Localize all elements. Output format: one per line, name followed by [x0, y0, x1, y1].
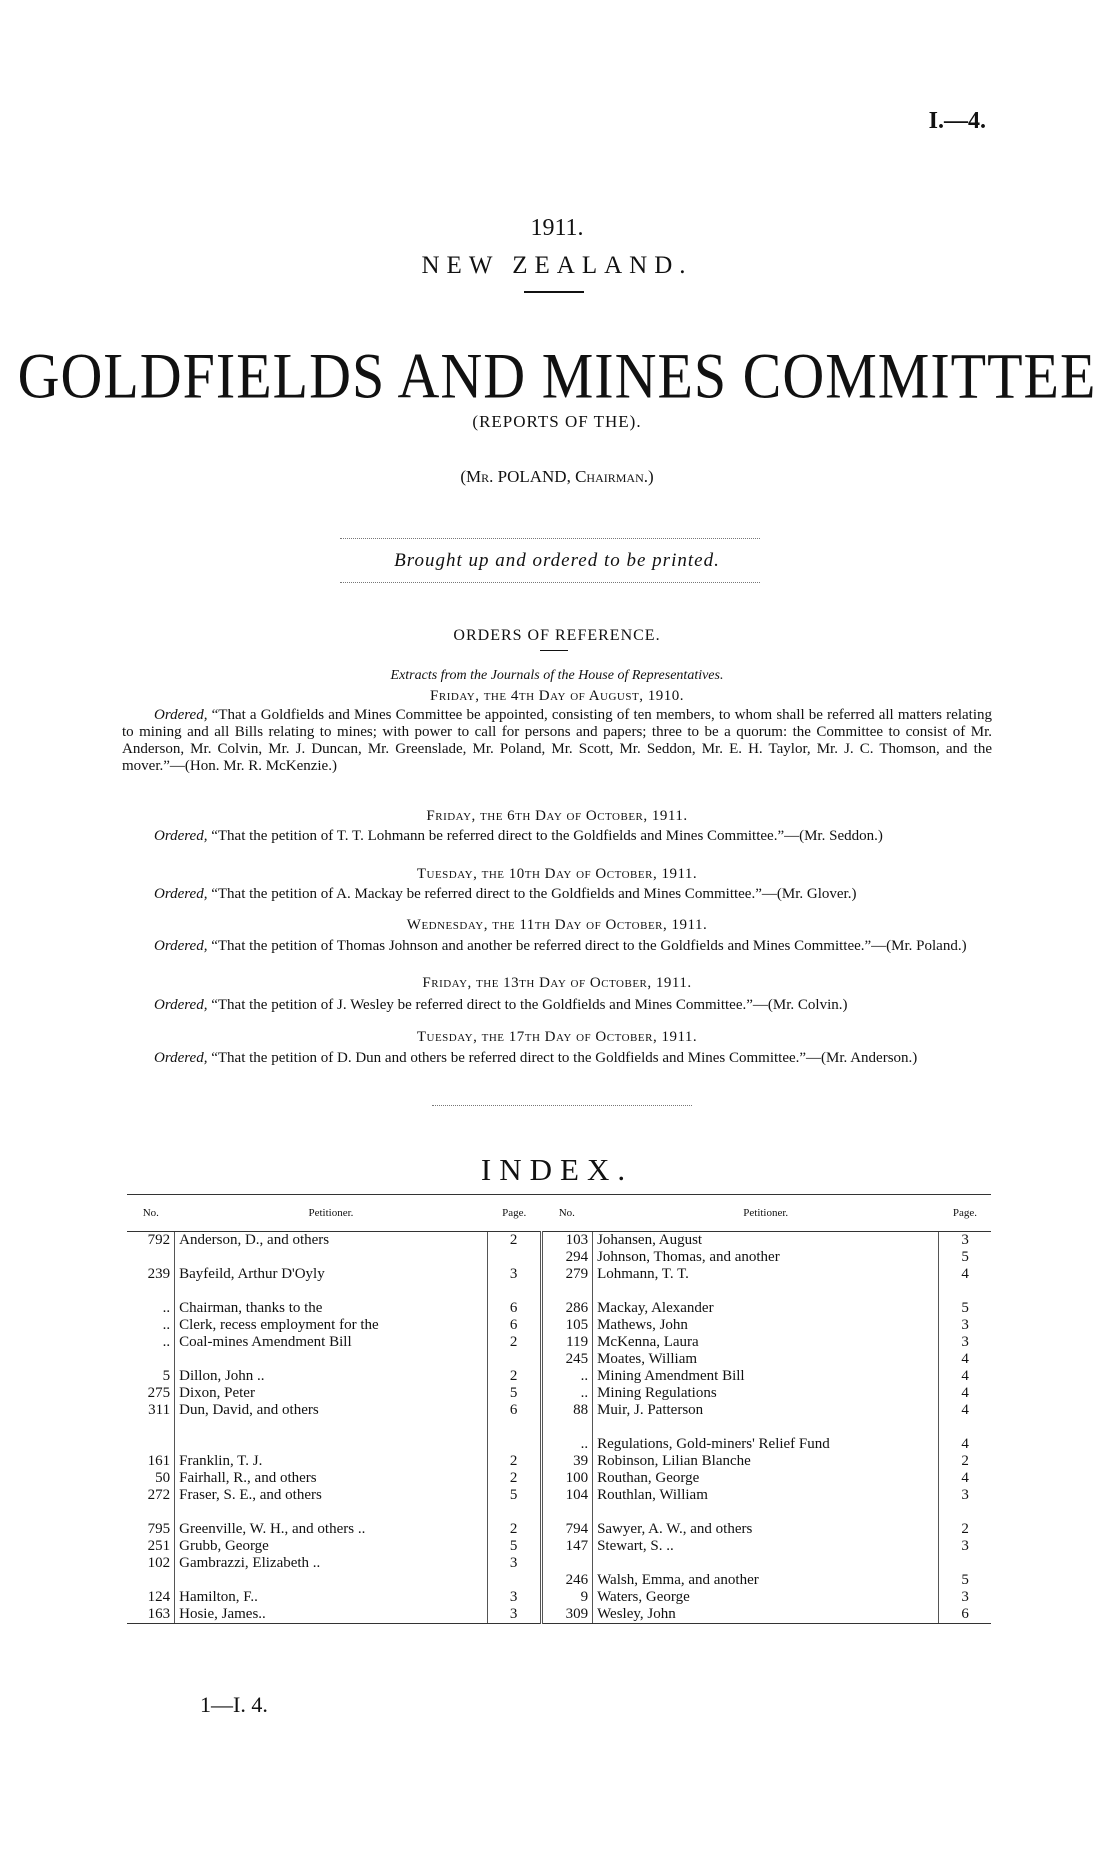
page-number: 6: [487, 1317, 541, 1334]
petitioner-name: Clerk, recess employment for the: [179, 1317, 379, 1333]
index-title: INDEX.: [480, 1152, 634, 1187]
petitioner-name: Sawyer, A. W., and others: [593, 1521, 939, 1538]
page-number: [487, 1283, 541, 1300]
order-label: Ordered,: [154, 938, 208, 954]
petitioner-name: Johnson, Thomas, and another: [593, 1249, 939, 1266]
petition-number: ..: [580, 1436, 589, 1452]
table-row: [127, 1521, 991, 1538]
petition-number: 311: [127, 1402, 175, 1419]
petitioner-name: Routhlan, William: [593, 1487, 939, 1504]
page-number: 6: [487, 1300, 541, 1317]
petitioner-name: Lohmann, T. T.: [593, 1266, 939, 1283]
table-row: [127, 1419, 991, 1436]
table-row: [127, 1351, 991, 1368]
petition-number: 239: [127, 1266, 175, 1283]
petition-number: [127, 1249, 175, 1266]
petitioner-name: [175, 1283, 488, 1300]
order-text: “That the petition of T. T. Lohmann be referred direct to the Goldfields and Mines Committee.”—(Mr. Seddon.): [207, 828, 883, 844]
petitioner-name: Dillon, John ..: [179, 1368, 265, 1384]
petitioner-name: Wesley, John: [593, 1606, 939, 1624]
order-text: “That the petition of J. Wesley be referred direct to the Goldfields and Mines Committee.”—(Mr. Colvin.): [207, 997, 848, 1013]
petition-number: 272: [127, 1487, 175, 1504]
petitioner-name: Muir, J. Patterson: [593, 1402, 939, 1419]
petitioner-name: Mining Regulations: [593, 1385, 939, 1402]
petition-number: 147: [565, 1538, 589, 1554]
page-number: 6: [487, 1402, 541, 1419]
petition-number: 102: [127, 1555, 175, 1572]
order-text: “That the petition of Thomas Johnson and another be referred direct to the Goldfields and Mines Committee.”—(Mr. Poland.): [207, 938, 967, 954]
table-row: [127, 1402, 991, 1419]
petitioner-name: Robinson, Lilian Blanche: [593, 1453, 939, 1470]
order-text: “That the petition of D. Dun and others be referred direct to the Goldfields and Mines Committee.”—(Mr. Anderson.): [207, 1050, 918, 1066]
petitioner-name: [175, 1504, 488, 1521]
entry-date: Friday, the 6th Day of October, 1911.: [426, 808, 688, 824]
petitioner-name: [593, 1283, 939, 1300]
petitioner-name: Bayfeild, Arthur D'Oyly: [179, 1266, 325, 1282]
petition-number: 124: [127, 1589, 175, 1606]
petitioner-name: [175, 1351, 488, 1368]
page-number: 3: [939, 1334, 991, 1351]
index-table: [127, 1194, 991, 1624]
petition-number: 161: [127, 1453, 175, 1470]
table-row: [127, 1470, 991, 1487]
petitioner-name: Greenville, W. H., and others ..: [179, 1521, 366, 1537]
divider: [340, 538, 760, 539]
page-number: 2: [939, 1453, 991, 1470]
page-number: 2: [487, 1470, 541, 1487]
page-number: 2: [487, 1368, 541, 1385]
page-number: 3: [487, 1589, 541, 1606]
page-number: 5: [939, 1572, 991, 1589]
page-number: [939, 1283, 991, 1300]
petitioner-name: Hosie, James..: [175, 1606, 488, 1624]
page-number: 2: [487, 1232, 541, 1250]
document-reference: I.—4.: [928, 108, 986, 134]
orders-heading: ORDERS OF REFERENCE.: [453, 627, 661, 644]
petition-number: 39: [573, 1453, 589, 1469]
country: NEW ZEALAND.: [421, 252, 693, 279]
petitioner-name: Stewart, S. ..: [593, 1538, 939, 1555]
petition-number: 794: [565, 1521, 589, 1537]
petition-number: 251: [127, 1538, 175, 1555]
order-text: “That a Goldfields and Mines Committee be appointed, consisting of ten members, to whom shall be referred all matters relating to mining and all Bills relating to mines; with power to call for persons and papers; three to be a quorum: the Committee to consist of Mr. Anderson, Mr. Colvin, Mr. J. Duncan, Mr. Greenslade, Mr. Poland, Mr. Scott, Mr. Seddon, Mr. E. H. Taylor, Mr. J. C. Thomson, and the mover.”—(Hon. Mr. R. McKenzie.): [122, 707, 992, 774]
petition-number: 9: [580, 1589, 589, 1605]
petition-number: 119: [566, 1334, 589, 1350]
col-header-page: Page.: [487, 1195, 541, 1232]
order-entry: [122, 828, 992, 845]
petitioner-name: Grubb, George: [179, 1538, 269, 1554]
page-number: 4: [939, 1385, 991, 1402]
divider: [432, 1105, 692, 1106]
petition-number: 286: [565, 1300, 589, 1316]
order-label: Ordered,: [154, 997, 208, 1013]
page-number: 6: [939, 1606, 991, 1624]
petition-number: 88: [573, 1402, 589, 1418]
page-number: [939, 1419, 991, 1436]
petition-number: ..: [127, 1317, 175, 1334]
petitioner-name: Dun, David, and others: [179, 1402, 319, 1418]
chairman-line: (Mr. POLAND, Chairman.): [460, 467, 654, 486]
col-header-petitioner: Petitioner.: [175, 1195, 488, 1232]
page-number: 2: [487, 1334, 541, 1351]
petitioner-name: Walsh, Emma, and another: [593, 1572, 939, 1589]
petition-number: [127, 1436, 175, 1453]
entry-date: Wednesday, the 11th Day of October, 1911.: [406, 917, 708, 933]
page-number: 4: [939, 1368, 991, 1385]
order-entry: [122, 707, 992, 775]
petition-number: 5: [127, 1368, 175, 1385]
petition-number: ..: [580, 1385, 589, 1401]
table-row: [127, 1572, 991, 1589]
petition-number: 100: [565, 1470, 589, 1486]
page-number: 3: [939, 1232, 991, 1250]
petitioner-name: Dixon, Peter: [179, 1385, 255, 1401]
table-row: [127, 1555, 991, 1572]
order-entry: [122, 1050, 992, 1067]
page-number: 5: [939, 1300, 991, 1317]
petitioner-name: Moates, William: [593, 1351, 939, 1368]
table-row: [127, 1538, 991, 1555]
page-number: 5: [487, 1538, 541, 1555]
petition-number: [127, 1504, 175, 1521]
petition-number: 279: [565, 1266, 589, 1282]
petition-number: 309: [541, 1606, 593, 1624]
petition-number: ..: [127, 1334, 175, 1351]
order-label: Ordered,: [154, 1050, 208, 1066]
entry-date: Friday, the 13th Day of October, 1911.: [422, 975, 692, 991]
table-row: [127, 1232, 991, 1250]
petitioner-name: [175, 1419, 488, 1436]
petition-number: 103: [565, 1232, 589, 1248]
page-number: [939, 1504, 991, 1521]
table-row: [127, 1300, 991, 1317]
page-number: 5: [487, 1385, 541, 1402]
petition-number: 294: [565, 1249, 589, 1265]
page-number: 2: [939, 1521, 991, 1538]
petitioner-name: Regulations, Gold-miners' Relief Fund: [593, 1436, 939, 1453]
page-number: 5: [487, 1487, 541, 1504]
col-header-page: Page.: [939, 1195, 991, 1232]
petition-number: [541, 1504, 593, 1521]
petition-number: 246: [565, 1572, 589, 1588]
page-number: [487, 1419, 541, 1436]
page-number: [487, 1436, 541, 1453]
petition-number: ..: [127, 1300, 175, 1317]
petitioner-name: [175, 1572, 488, 1589]
petitioner-name: Fairhall, R., and others: [179, 1470, 317, 1486]
petition-number: [541, 1419, 593, 1436]
petitioner-name: [593, 1419, 939, 1436]
order-label: Ordered,: [154, 707, 208, 723]
col-header-no: No.: [541, 1195, 593, 1232]
page-number: 4: [939, 1402, 991, 1419]
petitioner-name: Gambrazzi, Elizabeth ..: [179, 1555, 321, 1571]
table-row: [127, 1487, 991, 1504]
petition-number: [127, 1572, 175, 1589]
col-header-petitioner: Petitioner.: [593, 1195, 939, 1232]
petitioner-name: Hamilton, F..: [179, 1589, 258, 1605]
petition-number: 795: [127, 1521, 175, 1538]
petition-number: [127, 1419, 175, 1436]
petitioner-name: Mining Amendment Bill: [593, 1368, 939, 1385]
page-number: 4: [939, 1470, 991, 1487]
page-number: [487, 1504, 541, 1521]
order-label: Ordered,: [154, 828, 208, 844]
petitioner-name: Franklin, T. J.: [179, 1453, 263, 1469]
petitioner-name: Mathews, John: [593, 1317, 939, 1334]
petition-number: 275: [127, 1385, 175, 1402]
table-row: [127, 1266, 991, 1283]
page-number: 4: [939, 1436, 991, 1453]
page-number: [487, 1249, 541, 1266]
petitioner-name: Chairman, thanks to the: [179, 1300, 323, 1316]
page-number: 3: [939, 1589, 991, 1606]
petition-number: 245: [565, 1351, 589, 1367]
petition-number: 105: [565, 1317, 589, 1333]
col-header-no: No.: [127, 1195, 175, 1232]
brought-up-line: Brought up and ordered to be printed.: [394, 550, 720, 571]
petitioner-name: Waters, George: [593, 1589, 939, 1606]
page-number: [487, 1572, 541, 1589]
petition-number: 104: [565, 1487, 589, 1503]
petition-number: 163: [127, 1606, 175, 1624]
page-footer: 1—I. 4.: [200, 1692, 268, 1717]
petitioner-name: Routhan, George: [593, 1470, 939, 1487]
petition-number: [541, 1555, 593, 1572]
order-text: “That the petition of A. Mackay be referred direct to the Goldfields and Mines Committee.”—(Mr. Glover.): [207, 886, 857, 902]
table-row: [127, 1317, 991, 1334]
page-title: GOLDFIELDS AND MINES COMMITTEE: [17, 339, 1097, 412]
petition-number: [127, 1283, 175, 1300]
page-number: 3: [487, 1266, 541, 1283]
table-row: [127, 1334, 991, 1351]
page-number: 4: [939, 1351, 991, 1368]
table-row: [127, 1249, 991, 1266]
page-number: [487, 1351, 541, 1368]
petitioner-name: [175, 1249, 488, 1266]
table-row: [127, 1453, 991, 1470]
entry-date: Friday, the 4th Day of August, 1910.: [430, 688, 684, 704]
petitioner-name: Coal-mines Amendment Bill: [179, 1334, 352, 1350]
page-number: [939, 1555, 991, 1572]
petition-number: 50: [127, 1470, 175, 1487]
table-row: [127, 1589, 991, 1606]
year: 1911.: [530, 215, 584, 241]
page-number: 3: [487, 1555, 541, 1572]
table-row: [127, 1606, 991, 1624]
page-number: 3: [939, 1487, 991, 1504]
petitioner-name: [593, 1555, 939, 1572]
petitioner-name: McKenna, Laura: [593, 1334, 939, 1351]
page-number: 2: [487, 1453, 541, 1470]
page-number: 3: [487, 1606, 541, 1624]
petitioner-name: Johansen, August: [593, 1232, 939, 1250]
table-row: [127, 1368, 991, 1385]
entry-date: Tuesday, the 10th Day of October, 1911.: [416, 866, 698, 882]
page-number: 4: [939, 1266, 991, 1283]
petition-number: [541, 1283, 593, 1300]
page-number: 3: [939, 1538, 991, 1555]
entry-date: Tuesday, the 17th Day of October, 1911.: [416, 1029, 698, 1045]
divider: [524, 291, 584, 293]
petitioner-name: [175, 1436, 488, 1453]
table-row: [127, 1504, 991, 1521]
petition-number: [127, 1351, 175, 1368]
page-number: 5: [939, 1249, 991, 1266]
petitioner-name: Fraser, S. E., and others: [179, 1487, 322, 1503]
extracts-line: Extracts from the Journals of the House of Representatives.: [390, 668, 724, 683]
order-label: Ordered,: [154, 886, 208, 902]
table-row: [127, 1283, 991, 1300]
subtitle: (REPORTS OF THE).: [472, 412, 642, 431]
petitioner-name: Mackay, Alexander: [593, 1300, 939, 1317]
page-number: 3: [939, 1317, 991, 1334]
divider: [340, 582, 760, 583]
page-number: 2: [487, 1521, 541, 1538]
petitioner-name: Anderson, D., and others: [179, 1232, 330, 1248]
table-row: [127, 1385, 991, 1402]
divider: [540, 650, 568, 651]
order-entry: [122, 997, 992, 1014]
order-entry: [122, 938, 992, 955]
petition-number: ..: [580, 1368, 589, 1384]
index-header-row: [127, 1195, 991, 1232]
petition-number: 792: [127, 1232, 175, 1250]
order-entry: [122, 886, 992, 903]
petitioner-name: [593, 1504, 939, 1521]
table-row: [127, 1436, 991, 1453]
